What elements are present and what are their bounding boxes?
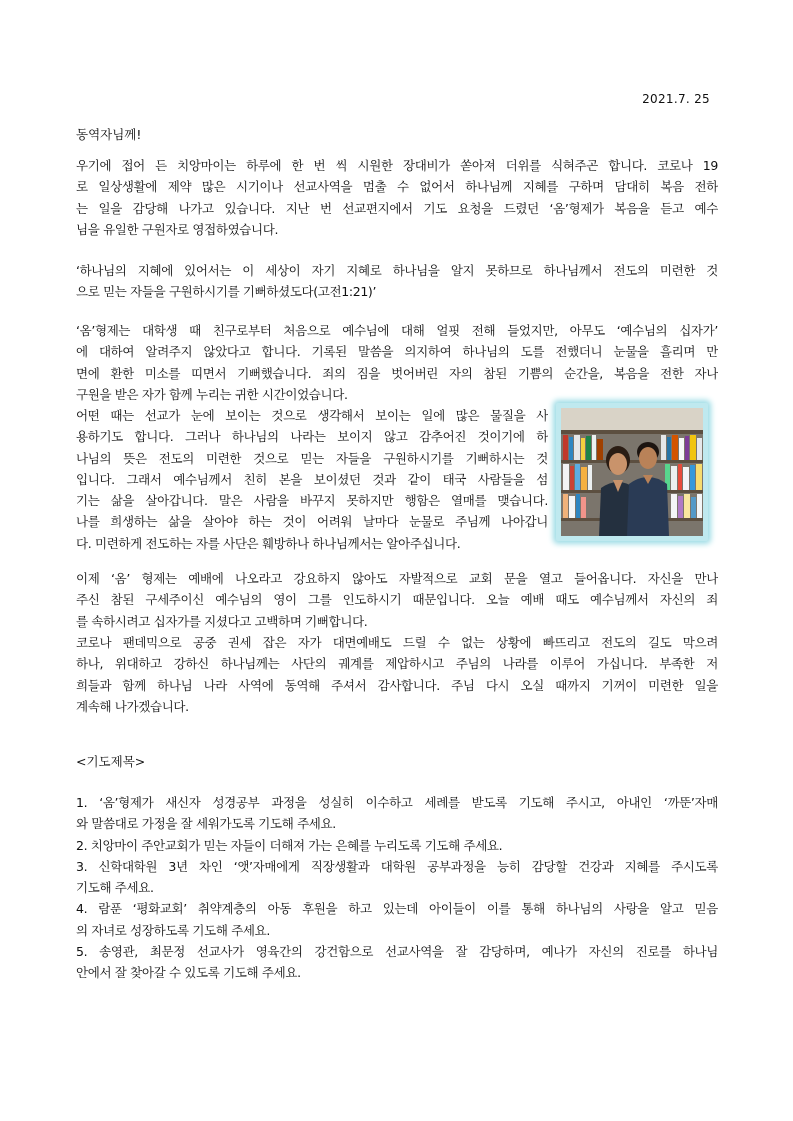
paragraph-om-worship — [76, 568, 718, 632]
text-line: 나님의 뜻은 전도의 미련한 것으로 믿는 자들을 구원하시기를 기뻐하시는 것 — [76, 450, 548, 466]
prayer-item: 안에서 잘 찾아갈 수 있도록 기도해 주세요. — [76, 965, 301, 981]
prayer-item: 의 자녀로 성장하도록 기도해 주세요. — [76, 922, 270, 938]
text-line: 에 대하여 알려주지 않았다고 합니다. 기록된 말씀을 의지하여 하나님의 도를 전했더니 눈물을 흘리며 만 — [76, 344, 718, 360]
greeting: 동역자님께! — [76, 127, 142, 142]
letter-date: 2021.7. 25 — [642, 92, 710, 106]
text-line: 주신 참된 구세주이신 예수님의 영이 그를 인도하시기 때문입니다. 오늘 예배 때도 예수님께서 자신의 죄 — [76, 592, 718, 608]
text-line: 우기에 접어 든 치앙마이는 하루에 한 번 씩 시원한 장대비가 쏟아져 더위를 식혀주곤 합니다. 코로나 19 — [76, 158, 718, 173]
prayer-item: 4. 람푼 ‘평화교회’ 취약계층의 아동 후원을 하고 있는데 아이들이 이를 통해 하나님의 사랑을 알고 믿음 — [76, 901, 718, 917]
text-line: 다. 미련하게 전도하는 자를 사단은 훼방하나 하나님께서는 알아주십니다. — [76, 535, 461, 551]
prayer-item: 5. 송영관, 최문정 선교사가 영육간의 강건함으로 선교사역을 잘 감당하며, 예나가 자신의 진로를 하나님 — [76, 944, 718, 960]
prayer-item: 2. 치앙마이 주안교회가 믿는 자들이 더해져 가는 은혜를 누리도록 기도해 주세요. — [76, 837, 503, 853]
text-line: 는 일을 감당해 나가고 있습니다. 지난 번 선교편지에서 기도 요청을 드렸던 ‘옴’형제가 복음을 듣고 예수 — [76, 200, 718, 216]
text-line: 기는 삶을 살아갑니다. 말은 사람을 바꾸지 못하지만 행함은 열매를 맺습니다. — [76, 493, 548, 509]
couple-photo-image — [561, 408, 703, 536]
text-line: 으로 믿는 자들을 구원하시기를 기뻐하셨도다(고전1:21)’ — [76, 284, 377, 300]
text-line: 입니다. 그래서 예수님께서 친히 본을 보이셨던 것과 같이 태국 사람들을 섬 — [76, 471, 548, 487]
text-line: 하나, 위대하고 강하신 하나님께는 사단의 궤계를 제압하시고 주님의 나라를 이루어 가십니다. 부족한 저 — [76, 656, 718, 672]
text-line: 어떤 때는 선교가 눈에 보이는 것으로 생각해서 보이는 일에 많은 물질을 사 — [76, 408, 548, 423]
paragraph-intro — [76, 155, 718, 240]
prayer-item: 와 말씀대로 가정을 잘 세워가도록 기도해 주세요. — [76, 816, 336, 832]
text-line: 계속해 나가겠습니다. — [76, 698, 189, 714]
prayer-requests-heading: <기도제목> — [76, 754, 146, 769]
paragraph-testimony — [76, 320, 718, 405]
text-line: 나를 희생하는 삶을 살아야 하는 것이 어려워 날마다 눈물로 주님께 나아갑니 — [76, 514, 548, 530]
couple-photo — [561, 408, 703, 536]
text-line: 를 속하시려고 십자가를 지셨다고 고백하며 기뻐합니다. — [76, 613, 368, 629]
text-line: ‘하나님의 지혜에 있어서는 이 세상이 자기 지혜로 하나님을 알지 못하므로 하나님께서 전도의 미련한 것 — [76, 263, 718, 278]
paragraph-mission — [76, 405, 548, 554]
text-line: ‘옴’형제는 대학생 때 친구로부터 처음으로 예수님에 대해 얼핏 전해 들었지만, 아무도 ‘예수님의 십자가’ — [76, 323, 718, 338]
prayer-requests-list — [76, 792, 718, 984]
text-line: 코로나 팬데믹으로 공중 권세 잡은 자가 대면예배도 드릴 수 없는 상황에 빠뜨리고 전도의 길도 막으려 — [76, 635, 718, 650]
prayer-item: 1. ‘옴’형제가 새신자 성경공부 과정을 성실히 이수하고 세례를 받도록 기도해 주시고, 아내인 ‘까뚠’자매 — [76, 795, 718, 810]
scripture-quote — [76, 260, 718, 303]
text-line: 구원을 받은 자가 함께 누리는 귀한 시간이었습니다. — [76, 386, 348, 402]
prayer-item: 3. 신학대학원 3년 차인 ‘앳’자매에게 직장생활과 대학원 공부과정을 능히 감당할 건강과 지혜를 주시도록 — [76, 858, 718, 874]
text-line: 로 일상생활에 제약 많은 시기이나 선교사역을 멈출 수 없어서 하나님께 지혜를 구하며 담대히 복음 전하 — [76, 179, 718, 195]
text-line: 용하기도 합니다. 그러나 하나님의 나라는 보이지 않고 감추어진 것이기에 하 — [76, 429, 548, 445]
couple-photo-frame — [556, 403, 708, 541]
text-line: 님을 유일한 구원자로 영접하였습니다. — [76, 221, 279, 237]
paragraph-closing — [76, 632, 718, 717]
text-line: 이제 ‘옴’ 형제는 예배에 나오라고 강요하지 않아도 자발적으로 교회 문을 열고 들어옵니다. 자신을 만나 — [76, 571, 718, 586]
prayer-item: 기도해 주세요. — [76, 880, 154, 896]
text-line: 면에 환한 미소를 띠면서 기뻐했습니다. 죄의 짐을 벗어버린 자의 참된 기쁨의 순간을, 복음을 전한 자나 — [76, 365, 718, 381]
text-line: 희들과 함께 하나님 나라 사역에 동역해 주셔서 감사합니다. 주님 다시 오실 때까지 기꺼이 미련한 일을 — [76, 677, 718, 693]
